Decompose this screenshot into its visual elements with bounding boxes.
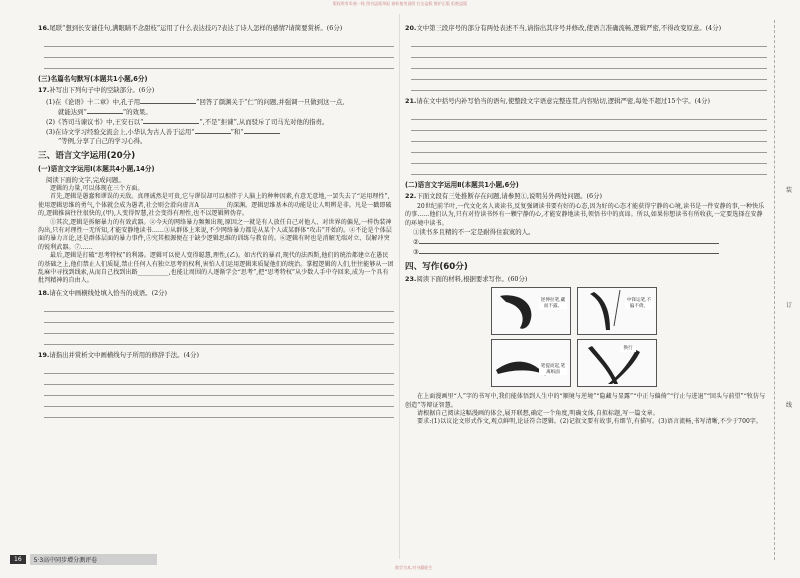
q18-answer-lines[interactable] [44, 301, 394, 345]
footer-note: 数学为本,对书籍能生 [395, 565, 433, 570]
comic-panel-2: 中锋运笔,不偏不倚。 [577, 287, 657, 335]
q16-answer-lines[interactable] [44, 36, 394, 69]
subsection-2-title: (二)语言文字运用Ⅱ(本题共1小题,6分) [405, 181, 519, 189]
header-note: 版权所有©曲一线 图书盗版举报 商标使用说明 打击盗版 维护正版 拒绝盗版 [332, 1, 468, 6]
q17-num: 17. [38, 86, 50, 94]
question-22: 22.下面文段有三处推断存在问题,请参照①,说明另外两处问题。(6分) [405, 192, 602, 200]
q17-text: 补写出下列句子中的空缺部分。(6分) [49, 86, 155, 94]
binding-label-2: 订 [786, 302, 793, 309]
q22-answer-3[interactable]: ③ [405, 247, 767, 257]
book-title: 5·3高中同步增分测评卷 [30, 554, 158, 565]
q17-blank-1[interactable] [140, 97, 196, 104]
question-21: 21.请在文中括号内补写恰当的语句,使整段文字语意完整连贯,内容贴切,逻辑严密,每处不超过15个字。(4分) [405, 97, 711, 105]
q16-num: 16. [38, 24, 50, 32]
q22-example: ①读书多且精的不一定是耐得住寂寞的人。 [413, 228, 535, 237]
q16-text: 尾联“想到长安谜佳句,满眼睛不念甜枝”运用了什么表达技巧?表达了诗人怎样的感情?请简要赏析。(6分) [49, 24, 343, 32]
column-divider [399, 14, 400, 559]
subsection-1-title: (一)语言文字运用Ⅰ(本题共4小题,14分) [38, 165, 155, 173]
right-column [405, 24, 767, 427]
binding-label-1: 装 [786, 187, 793, 194]
q23-requirements: 要求:(1)以议论文形式作文,观点鲜明,论证符合逻辑。(2)记叙文要有故事,有细节,有描写。(3)语言流畅,书写清晰,不少于700字。 [417, 418, 763, 426]
page-footer [10, 554, 157, 564]
question-23: 23.阅读下面的材料,根据要求写作。(60分) [405, 275, 528, 284]
section-writing-title: 四、写作(60分) [405, 262, 468, 273]
q20-answer-lines[interactable] [411, 36, 767, 91]
q21-answer-lines[interactable] [411, 109, 767, 175]
comic-panel-4: 换行 [577, 339, 657, 387]
binding-line [774, 20, 775, 560]
q17-blank-4[interactable] [195, 127, 231, 134]
section-language-use-title: 三、语言文字运用(20分) [38, 151, 136, 161]
q23-prompt: 请根据自己阅读这幅漫画的体会,展开联想,确定一个角度,明确文体,自拟标题,写一篇文章。 [417, 410, 659, 418]
left-column [38, 24, 394, 424]
question-17 [38, 86, 394, 95]
question-18: 18.请在文中画横线处填入恰当的成语。(2分) [38, 288, 168, 297]
binding-label-3: 线 [786, 402, 793, 409]
reading-passage: 逻辑的力量,可以体现在三个方面。 首先,逻辑是愚蠢和谬误的天敌。真理诚然是可贵,它与谬误却可以相伴于人脑上的种种因素,有意无意地,一罢失去了“运用理性”,使用逻辑思维的勇气,个体就会成为愚者,社会则会滑向虚言A_________的深渊。逻辑思维基本的功能是让人明辨是非。凡是一戳即破的,逻辑推演往往很快的,(甲),人变得智慧,社会变得有理性,也不以逻辑辨伪存。 ①其次,逻辑是拆解暴力的有效武器。②今天的网络暴力频频出现,原因之一就是有人放任自己对他人、对世界的偏见,一样伪装神沟出,只有对理性一无所知,才能安静地读书……③从群体上来说,不少网络暴力都是从某个人或某群体“攻击”开始的。④不论是个体层面的暴力言论,还是群体层面的暴力事件,⑤究其根源便在于缺少逻辑思维的训练与教育的。⑥逻辑有时也是消解无端对立、误解冲突的锐利武器。⑦…… 最后,逻辑是打破“思考特权”的利器。逻辑可以使人变得聪慧,理性,(乙)。如古代的暴君,现代的法西斯,他们的统治都建立在愚民的基础之上,他们禁止人们质疑,禁止任何人有独立思考的权利,害怕人们运用逻辑来质疑他们的统治。掌握逻辑的人们,往往能够从一团乱麻中寻找到线索,从而自己找到出路__________,也能让周围的人逐渐学会“思考”,把“思考特权”从少数人手中夺回来,成为一个具有批判精神的自由人。 [38, 185, 394, 285]
calligraphy-comic [491, 287, 767, 389]
section-3-title: (三)名篇名句默写(本题共1小题,6分) [38, 75, 148, 83]
q19-answer-lines[interactable] [44, 363, 394, 418]
q22-passage: 20世纪前半叶,一代文化名人谈读书,反复强调读书要有好的心态,因为好的心态才能获得宁静的心境,读书是一件安静的事,一种快乐的事……他们认为,只有对待读书怀有一颗宁静的心,才能安静地读书,领悟书中的真谛。所以,如果你想读书有所收获,一定要选择在安静的环境中读书。 [405, 203, 765, 227]
question-16 [38, 24, 394, 33]
question-20: 20.文中第三段序号的部分有两处表述不当,请指出其序号并修改,使语言准确流畅,逻辑严密,不得改变原意。(4分) [405, 24, 722, 32]
q23-material: 在上面漫画里“人”字的书写中,我们能体悟到人生中的“顺境与逆境”“隐藏与显露”“中正与偏倚”“行止与进退”“回头与前望”“牧仿与创造”等辩证智慧。 [405, 393, 766, 409]
q22-answer-2[interactable]: ② [405, 237, 767, 247]
q17-items: (1)在《论语》十二章》中,孔子用 ”回答了颜渊关于“仁”的问题,并强调一旦做到这一点, 就能达到“ ”的效果。 (2)《答司马谏议书》中,王安石以“ ”,不是“拒谏”,从而驳斥了司马光对他的指责。 (3)在诗文学习经验交流会上,小华认为古人善于运用“ ”和“ ”等例,分享了自己的学习心得。 [46, 98, 345, 145]
subsection-1-intro: 阅读下面的文字,完成问题。 [46, 176, 125, 184]
q17-blank-2[interactable] [87, 107, 123, 114]
q17-blank-5[interactable] [244, 127, 280, 134]
comic-panel-3: 笔提而起,笔离纸面 [491, 339, 571, 387]
comic-panel-1: 逆伸拉笔,藏而不露。 [491, 287, 571, 335]
q17-blank-3[interactable] [143, 117, 199, 124]
page-number: 16 [10, 555, 26, 564]
question-19: 19.请指出并赏析文中画横线句子所用的修辞手法。(4分) [38, 350, 199, 359]
